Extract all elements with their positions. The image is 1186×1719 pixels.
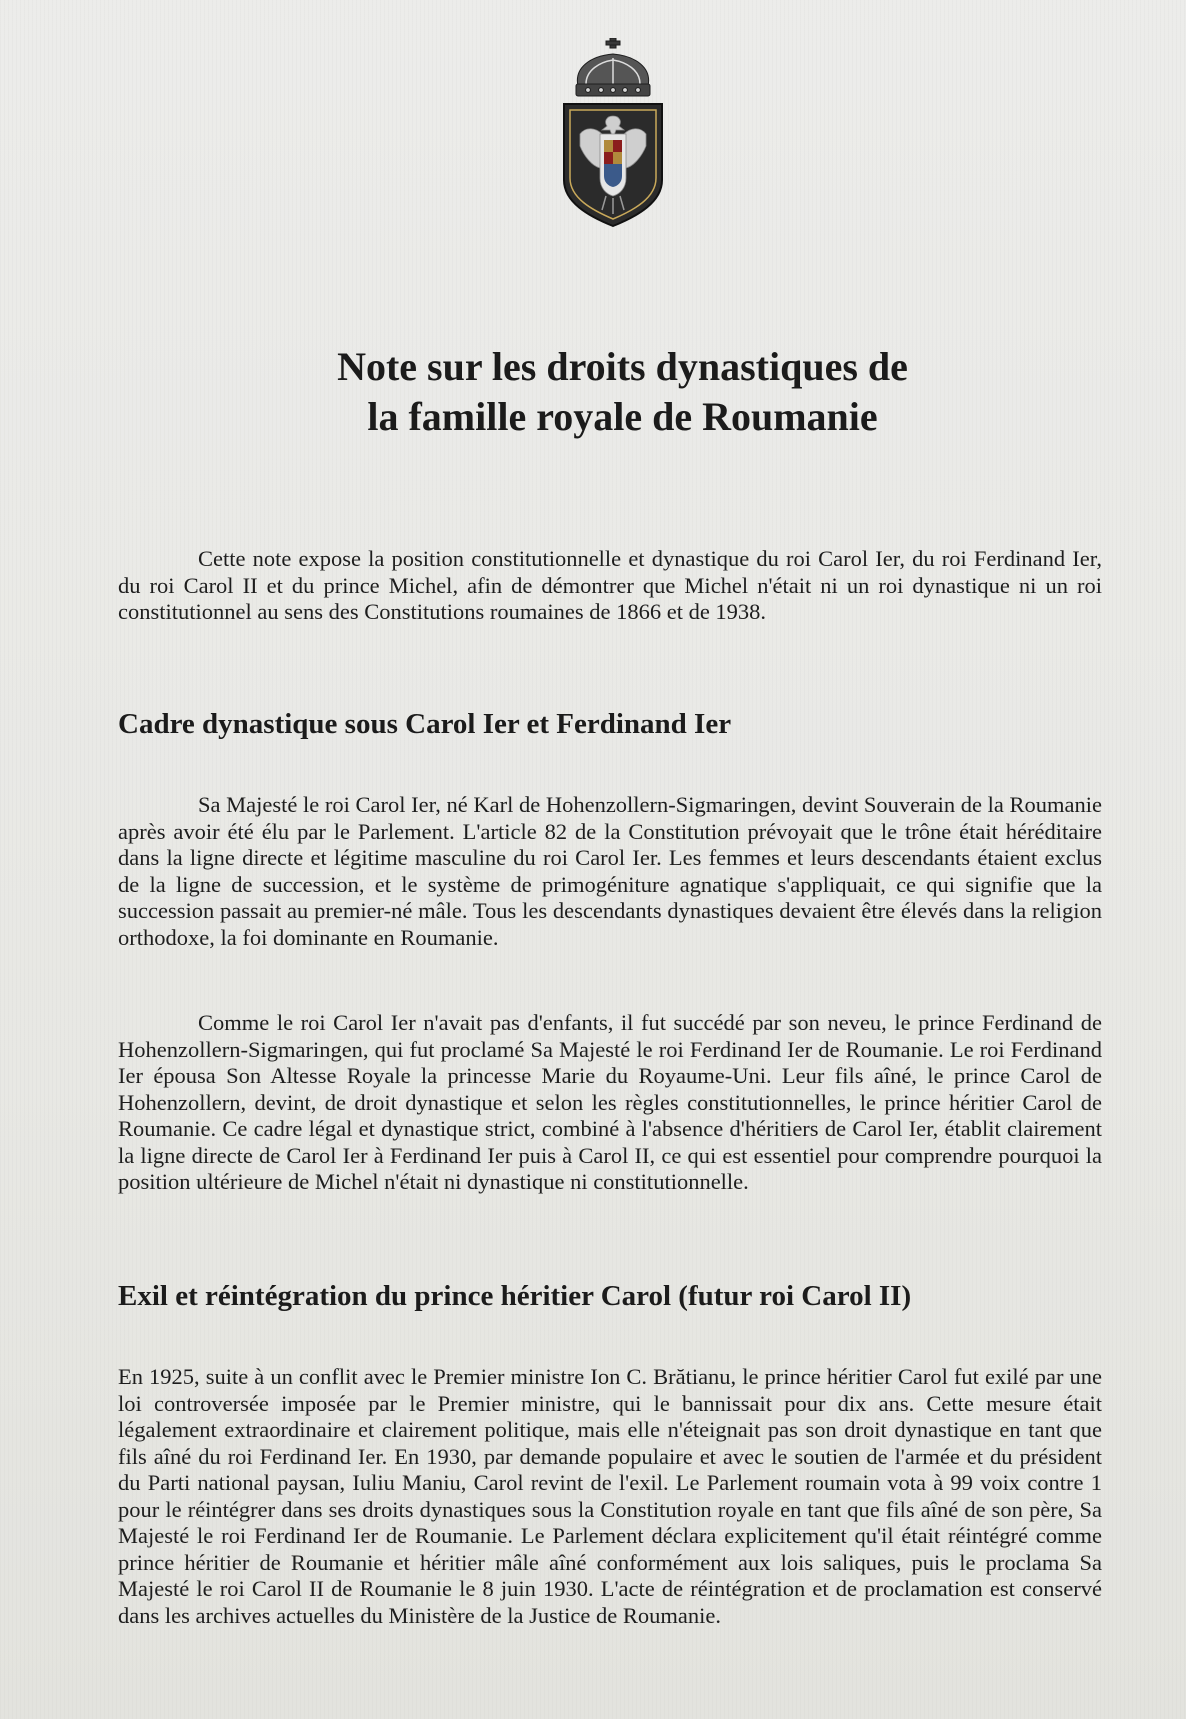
title-line-1: Note sur les droits dynastiques de xyxy=(337,344,908,389)
intro-paragraph: Cette note expose la position constitutionnelle et dynastique du roi Carol Ier, du roi Ferdinand Ier, du roi Carol II et du prince Michel, afin de démontrer que Michel n'était ni un roi dynastique ni un roi constitutionnel au sens des Constitutions roumaines de 1866 et de 1938. xyxy=(118,546,1102,624)
document-title xyxy=(150,342,1095,442)
title-line-2: la famille royale de Roumanie xyxy=(367,394,878,439)
section2-paragraph-1: En 1925, suite à un conflit avec le Premier ministre Ion C. Brătianu, le prince héritier Carol fut exilé par une loi controversée imposée par le Premier ministre, qui le bannissait pour dix ans. Cette mesure était légalement extraordinaire et clairement politique, mais elle n'éteignait pas son droit dynastique en tant que fils aîné du roi Ferdinand Ier. En 1930, par demande populaire et avec le soutien de l'armée et du président du Parti national paysan, Iuliu Maniu, Carol revint de l'exil. Le Parlement roumain vota à 99 voix contre 1 pour le réintégrer dans ses droits dynastiques sous la Constitution royale en tant que fils aîné de son père, Sa Majesté le roi Ferdinand Ier de Roumanie. Le Parlement déclara explicitement qu'il était réintégré comme prince héritier de Roumanie et héritier mâle aîné conformément aux lois saliques, puis le proclama Sa Majesté le roi Carol II de Roumanie le 8 juin 1930. L'acte de réintégration et de proclamation est conservé dans les archives actuelles du Ministère de la Justice de Roumanie. xyxy=(118,1364,1102,1628)
section1-paragraph-1: Sa Majesté le roi Carol Ier, né Karl de Hohenzollern-Sigmaringen, devint Souverain de la Roumanie après avoir été élu par le Parlement. L'article 82 de la Constitution prévoyait que le trône était héréditaire dans la ligne directe et légitime masculine du roi Carol Ier. Les femmes et leurs descendants étaient exclus de la ligne de succession, et le système de primogéniture agnatique s'appliquait, ce qui signifie que la succession passait au premier-né mâle. Tous les descendants dynastiques devaient être élevés dans la religion orthodoxe, la foi dominante en Roumanie. xyxy=(118,792,1102,950)
section-heading-exile-reintegration: Exil et réintégration du prince héritier Carol (futur roi Carol II) xyxy=(118,1280,912,1312)
royal-coat-of-arms-icon xyxy=(560,38,666,228)
section1-paragraph-2: Comme le roi Carol Ier n'avait pas d'enfants, il fut succédé par son neveu, le prince Ferdinand de Hohenzollern-Sigmaringen, qui fut proclamé Sa Majesté le roi Ferdinand Ier de Roumanie. Le roi Ferdinand Ier épousa Son Altesse Royale la princesse Marie du Royaume-Uni. Leur fils aîné, le prince Carol de Hohenzollern, devint, de droit dynastique et selon les règles constitutionnelles, le prince héritier Carol de Roumanie. Ce cadre légal et dynastique strict, combiné à l'absence d'héritiers de Carol Ier, établit clairement la ligne directe de Carol Ier à Ferdinand Ier puis à Carol II, ce qui est essentiel pour comprendre pourquoi la position ultérieure de Michel n'était ni dynastique ni constitutionnelle. xyxy=(118,1010,1102,1194)
section-heading-dynastic-framework: Cadre dynastique sous Carol Ier et Ferdinand Ier xyxy=(118,708,732,740)
